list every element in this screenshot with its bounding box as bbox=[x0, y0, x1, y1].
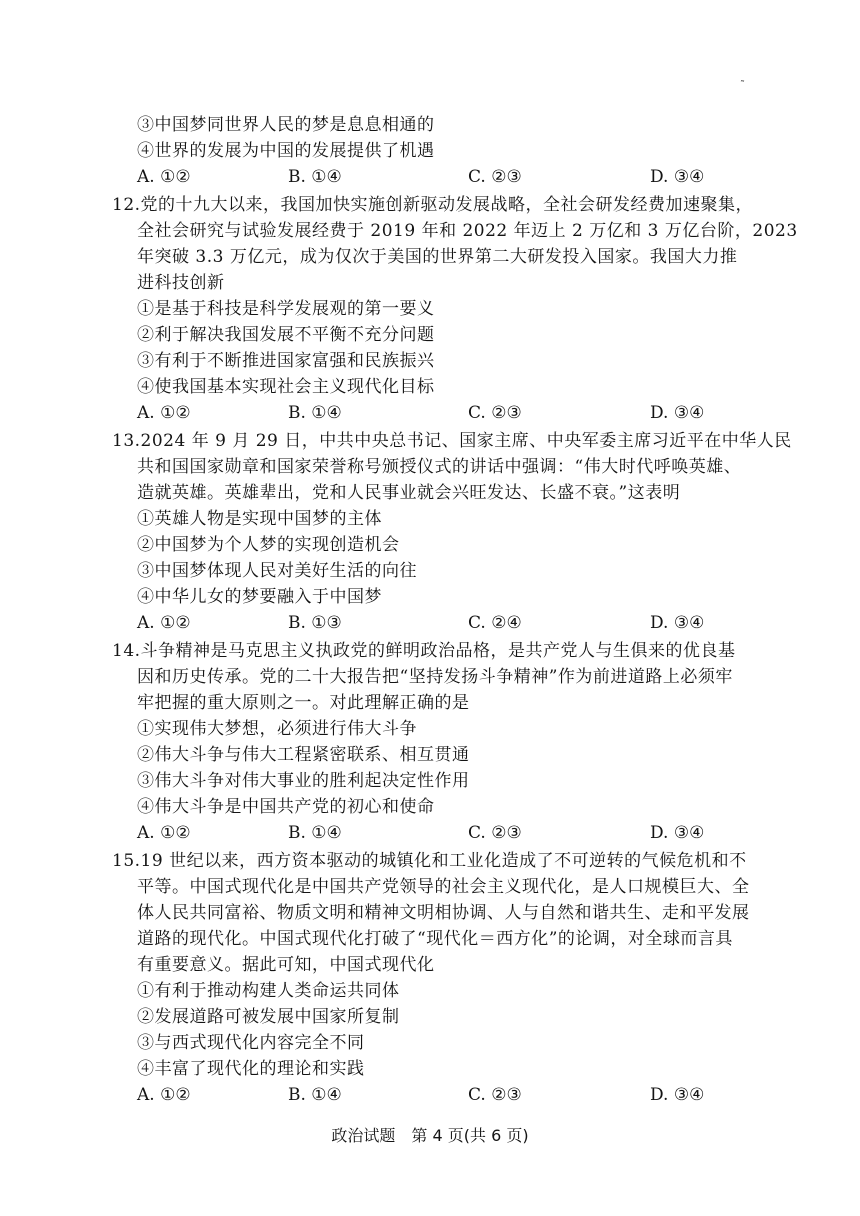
q15-item-3: ③与西式现代化内容完全不同 bbox=[137, 1033, 365, 1053]
q15-stem-line: 体人民共同富裕、物质文明和精神文明相协调、人与自然和谐共生、走和平发展 bbox=[137, 903, 750, 923]
q12-item-2: ②利于解决我国发展不平衡不充分问题 bbox=[137, 325, 435, 345]
q13-stem-line: 共和国国家勋章和国家荣誉称号颁授仪式的讲话中强调：“伟大时代呼唤英雄、 bbox=[137, 457, 742, 477]
q12-stem-line: 12.党的十九大以来，我国加快实施创新驱动发展战略，全社会研发经费加速聚集， bbox=[112, 195, 754, 215]
q14-stem-line: 因和历史传承。党的二十大报告把“坚持发扬斗争精神”作为前进道路上必须牢 bbox=[137, 667, 733, 687]
q15-stem-line: 15.19 世纪以来，西方资本驱动的城镇化和工业化造成了不可逆转的气候危机和不 bbox=[112, 851, 747, 871]
q13-option-c: C. ②④ bbox=[468, 613, 522, 633]
q13-option-d: D. ③④ bbox=[650, 613, 705, 633]
q15-stem-line: 有重要意义。据此可知，中国式现代化 bbox=[137, 955, 435, 975]
q11-item-3: ③中国梦同世界人民的梦是息息相通的 bbox=[137, 115, 435, 135]
q15-stem-line: 道路的现代化。中国式现代化打破了“现代化＝西方化”的论调，对全球而言具 bbox=[137, 929, 733, 949]
q12-item-4: ④使我国基本实现社会主义现代化目标 bbox=[137, 377, 435, 397]
q13-stem-line: 13.2024 年 9 月 29 日，中共中央总书记、国家主席、中央军委主席习近平在中华人民 bbox=[112, 431, 792, 451]
q15-option-c: C. ②③ bbox=[468, 1085, 522, 1105]
q12-stem-line: 全社会研究与试验发展经费于 2019 年和 2022 年迈上 2 万亿和 3 万亿台阶，2023 bbox=[137, 221, 798, 241]
q13-item-1: ①英雄人物是实现中国梦的主体 bbox=[137, 509, 382, 529]
q11-option-b: B. ①④ bbox=[288, 167, 342, 187]
q15-item-1: ①有利于推动构建人类命运共同体 bbox=[137, 981, 400, 1001]
page-footer: 政治试题 第 4 页(共 6 页) bbox=[331, 1126, 529, 1145]
q12-option-a: A. ①② bbox=[137, 403, 191, 423]
q14-option-b: B. ①④ bbox=[288, 823, 342, 843]
q14-stem-line: 14.斗争精神是马克思主义执政党的鲜明政治品格，是共产党人与生俱来的优良基 bbox=[112, 641, 736, 661]
q11-item-4: ④世界的发展为中国的发展提供了机遇 bbox=[137, 141, 435, 161]
q12-option-c: C. ②③ bbox=[468, 403, 522, 423]
q13-option-b: B. ①③ bbox=[288, 613, 342, 633]
q12-item-1: ①是基于科技是科学发展观的第一要义 bbox=[137, 299, 435, 319]
q13-item-3: ③中国梦体现人民对美好生活的向往 bbox=[137, 561, 417, 581]
q14-item-2: ②伟大斗争与伟大工程紧密联系、相互贯通 bbox=[137, 745, 470, 765]
q14-item-4: ④伟大斗争是中国共产党的初心和使命 bbox=[137, 797, 435, 817]
q14-option-d: D. ③④ bbox=[650, 823, 705, 843]
q13-stem-line: 造就英雄。英雄辈出，党和人民事业就会兴旺发达、长盛不衰。”这表明 bbox=[137, 483, 681, 503]
q14-item-3: ③伟大斗争对伟大事业的胜利起决定性作用 bbox=[137, 771, 470, 791]
q14-item-1: ①实现伟大梦想，必须进行伟大斗争 bbox=[137, 719, 417, 739]
q12-option-b: B. ①④ bbox=[288, 403, 342, 423]
corner-mark: ˜ bbox=[740, 80, 745, 91]
q15-option-b: B. ①④ bbox=[288, 1085, 342, 1105]
q14-stem-line: 牢把握的重大原则之一。对此理解正确的是 bbox=[137, 693, 470, 713]
q15-item-2: ②发展道路可被发展中国家所复制 bbox=[137, 1007, 400, 1027]
q11-option-c: C. ②③ bbox=[468, 167, 522, 187]
q13-item-4: ④中华儿女的梦要融入于中国梦 bbox=[137, 587, 382, 607]
q14-option-c: C. ②③ bbox=[468, 823, 522, 843]
q15-option-a: A. ①② bbox=[137, 1085, 191, 1105]
q13-item-2: ②中国梦为个人梦的实现创造机会 bbox=[137, 535, 400, 555]
q12-option-d: D. ③④ bbox=[650, 403, 705, 423]
q15-item-4: ④丰富了现代化的理论和实践 bbox=[137, 1059, 365, 1079]
q13-option-a: A. ①② bbox=[137, 613, 191, 633]
q12-item-3: ③有利于不断推进国家富强和民族振兴 bbox=[137, 351, 435, 371]
q12-stem-line: 进科技创新 bbox=[137, 273, 225, 293]
q15-option-d: D. ③④ bbox=[650, 1085, 705, 1105]
q11-option-a: A. ①② bbox=[137, 167, 191, 187]
q14-option-a: A. ①② bbox=[137, 823, 191, 843]
q12-stem-line: 年突破 3.3 万亿元，成为仅次于美国的世界第二大研发投入国家。我国大力推 bbox=[137, 247, 738, 267]
q11-option-d: D. ③④ bbox=[650, 167, 705, 187]
q15-stem-line: 平等。中国式现代化是中国共产党领导的社会主义现代化，是人口规模巨大、全 bbox=[137, 877, 750, 897]
